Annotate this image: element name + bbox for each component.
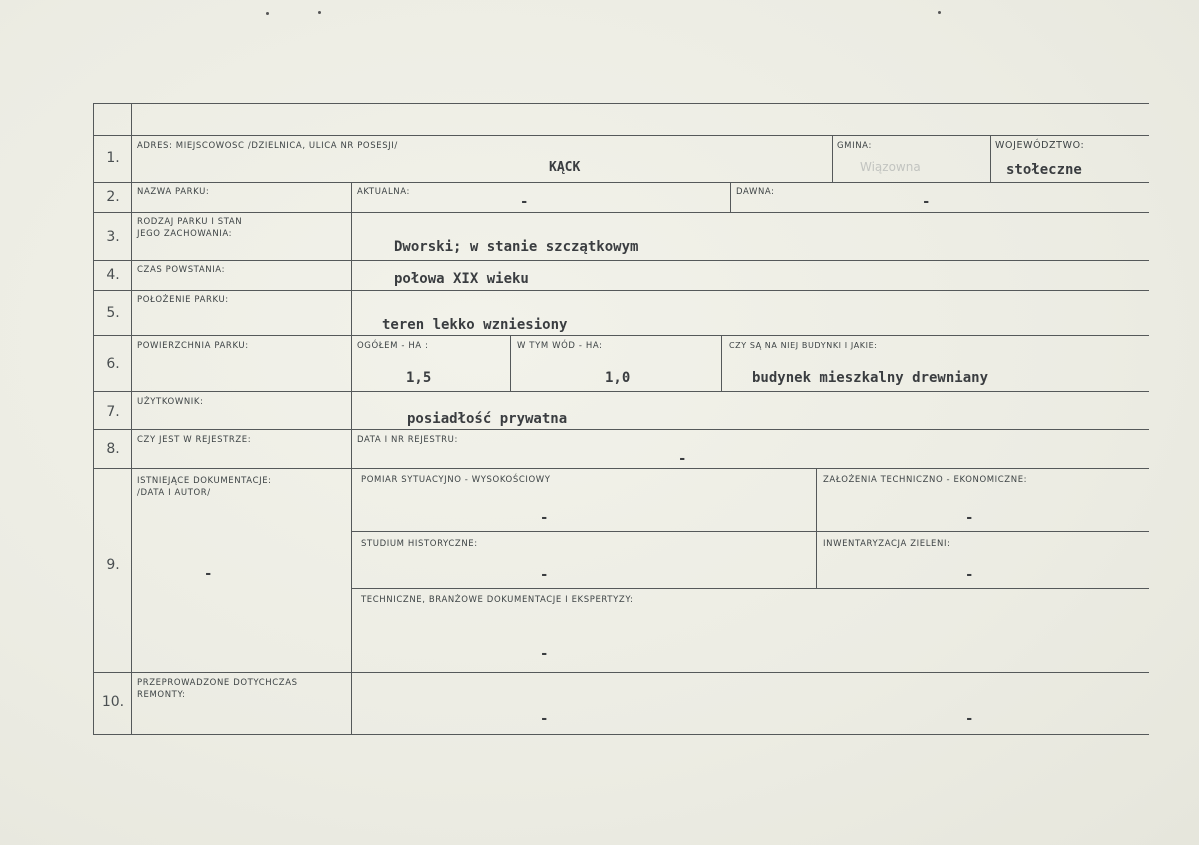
row-number: 9.	[106, 557, 120, 573]
row-number: 5.	[106, 305, 120, 321]
row-number: 1.	[106, 150, 120, 166]
technical-docs-label: TECHNICZNE, BRANŻOWE DOKUMENTACJE I EKSPERTYZY:	[361, 595, 634, 605]
voivodeship-label: WOJEWÓDZTWO:	[995, 140, 1085, 151]
row-number: 3.	[106, 229, 120, 245]
grid-line	[721, 335, 722, 391]
grid-line	[93, 468, 1149, 469]
grid-line	[351, 182, 352, 735]
grid-line	[93, 672, 1149, 673]
water-area-label: W TYM WÓD - HA:	[517, 341, 603, 351]
row-number: 7.	[106, 404, 120, 420]
creation-time-value: połowa XIX wieku	[394, 271, 529, 287]
total-area-value: 1,5	[406, 370, 432, 386]
grid-line	[93, 182, 1149, 183]
grid-line	[93, 391, 1149, 392]
grid-line	[93, 335, 1149, 336]
water-area-value: 1,0	[605, 370, 631, 386]
renovations-label: PRZEPROWADZONE DOTYCHCZAS REMONTY:	[137, 678, 298, 700]
survey-value: -	[540, 510, 549, 526]
current-name-label: AKTUALNA:	[357, 187, 410, 197]
grid-line	[816, 468, 817, 588]
renovations-value-right: -	[965, 711, 974, 727]
row-number: 2.	[106, 189, 120, 205]
row-number: 8.	[106, 441, 120, 457]
renovations-value-left: -	[540, 711, 549, 727]
registry-date-value: -	[678, 451, 687, 467]
current-name-value: -	[520, 194, 529, 210]
paper-speck	[318, 11, 321, 14]
registry-date-label: DATA I NR REJESTRU:	[357, 435, 458, 445]
former-name-label: DAWNA:	[736, 187, 775, 197]
survey-label: POMIAR SYTUACYJNO - WYSOKOŚCIOWY	[361, 475, 551, 485]
documentation-label: ISTNIEJĄCE DOKUMENTACJE: /DATA I AUTOR/	[137, 476, 272, 498]
row-number: 10.	[101, 694, 125, 710]
park-location-value: teren lekko wzniesiony	[382, 317, 568, 333]
grid-line	[351, 531, 1149, 532]
creation-time-label: CZAS POWSTANIA:	[137, 265, 226, 275]
grid-line	[351, 588, 1149, 589]
park-name-label: NAZWA PARKU:	[137, 187, 210, 197]
grid-line	[93, 429, 1149, 430]
park-area-label: POWIERZCHNIA PARKU:	[137, 341, 249, 351]
registry-question-label: CZY JEST W REJESTRZE:	[137, 435, 252, 445]
locality-value: KĄCK	[549, 160, 581, 175]
user-value: posiadłość prywatna	[407, 411, 568, 427]
technical-economic-value: -	[965, 510, 974, 526]
grid-line	[730, 182, 731, 212]
greenery-inventory-label: INWENTARYZACJA ZIELENI:	[823, 539, 951, 549]
row-number: 6.	[106, 356, 120, 372]
buildings-label: CZY SĄ NA NIEJ BUDYNKI I JAKIE:	[729, 341, 878, 350]
grid-line	[93, 260, 1149, 261]
buildings-value: budynek mieszkalny drewniany	[752, 370, 989, 386]
gmina-label: GMINA:	[837, 141, 872, 151]
park-location-label: POŁOŻENIE PARKU:	[137, 295, 229, 305]
technical-economic-label: ZAŁOŻENIA TECHNICZNO - EKONOMICZNE:	[823, 475, 1028, 485]
grid-line	[93, 290, 1149, 291]
grid-line	[510, 335, 511, 391]
park-type-value: Dworski; w stanie szczątkowym	[394, 239, 639, 255]
paper-speck	[266, 12, 269, 15]
historical-study-value: -	[540, 567, 549, 583]
greenery-inventory-value: -	[965, 567, 974, 583]
grid-line	[93, 103, 1149, 104]
grid-line	[93, 212, 1149, 213]
documentation-value: -	[204, 566, 213, 582]
row-number: 4.	[106, 267, 120, 283]
former-name-value: -	[922, 194, 931, 210]
park-type-label: RODZAJ PARKU I STAN JEGO ZACHOWANIA:	[137, 217, 243, 239]
historical-study-label: STUDIUM HISTORYCZNE:	[361, 539, 478, 549]
grid-line	[832, 135, 833, 182]
voivodeship-value: stołeczne	[1006, 162, 1082, 178]
technical-docs-value: -	[540, 646, 549, 662]
paper-speck	[938, 11, 941, 14]
total-area-label: OGÓŁEM - HA :	[357, 341, 429, 351]
gmina-value: Wiązowna	[860, 160, 921, 174]
address-label: ADRES: MIEJSCOWOSC /DZIELNICA, ULICA NR POSESJI/	[137, 141, 398, 151]
grid-line	[93, 734, 1149, 735]
user-label: UŻYTKOWNIK:	[137, 397, 204, 407]
grid-line	[990, 135, 991, 182]
